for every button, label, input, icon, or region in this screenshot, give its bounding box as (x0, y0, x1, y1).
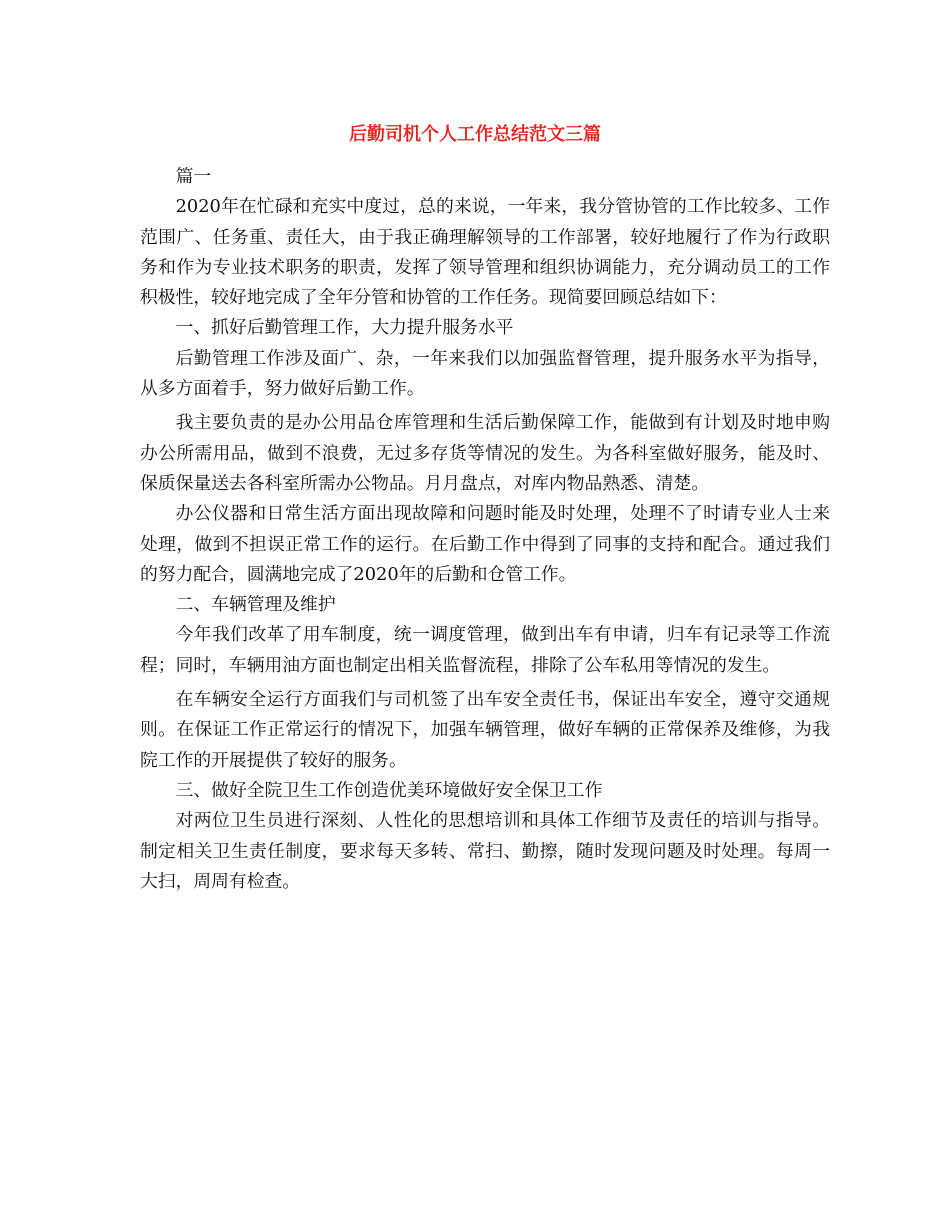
heading-sanitation-security: 三、做好全院卫生工作创造优美环境做好安全保卫工作 (175, 779, 603, 801)
document-title: 后勤司机个人工作总结范文三篇 (349, 124, 601, 145)
paragraph-office-supplies: 我主要负责的是办公用品仓库管理和生活后勤保障工作，能做到有计划及时地申购办公所需用品，做到不浪费，无过多存货等情况的发生。为各科室做好服务，能及时、保质保量送去各科室所需办公物品。月月盘点，对库内物品熟悉、清楚。 (140, 412, 830, 494)
paragraph-vehicle-policy: 今年我们改革了用车制度，统一调度管理，做到出车有申请，归车有记录等工作流程；同时，车辆用油方面也制定出相关监督流程，排除了公车私用等情况的发生。 (140, 624, 830, 676)
paragraph-equipment-repair: 办公仪器和日常生活方面出现故障和问题时能及时处理，处理不了时请专业人士来处理，做到不担误正常工作的运行。在后勤工作中得到了同事的支持和配合。通过我们的努力配合，圆满地完成了2020年的后勤和仓管工作。 (140, 503, 830, 585)
paragraph-sanitation: 对两位卫生员进行深刻、人性化的思想培训和具体工作细节及责任的培训与指导。制定相关卫生责任制度，要求每天多转、常扫、勤擦，随时发现问题及时处理。每周一大扫，周周有检查。 (140, 810, 830, 892)
document-body (140, 162, 830, 897)
paragraph-section-label: 篇一 (175, 166, 212, 187)
heading-logistics: 一、抓好后勤管理工作，大力提升服务水平 (175, 317, 514, 339)
heading-vehicles: 二、车辆管理及维护 (175, 594, 336, 616)
paragraph-intro: 2020年在忙碌和充实中度过，总的来说，一年来，我分管协管的工作比较多、工作范围广、任务重、责任大，由于我正确理解领导的工作部署，较好地履行了作为行政职务和作为专业技术职务的职责，发挥了领导管理和组织协调能力，充分调动员工的工作积极性，较好地完成了全年分管和协管的工作任务。现简要回顾总结如下： (140, 196, 830, 309)
paragraph-logistics-overview: 后勤管理工作涉及面广、杂，一年来我们以加强监督管理，提升服务水平为指导，从多方面着手，努力做好后勤工作。 (140, 347, 830, 400)
paragraph-vehicle-safety: 在车辆安全运行方面我们与司机签了出车安全责任书，保证出车安全，遵守交通规则。在保证工作正常运行的情况下，加强车辆管理，做好车辆的正常保养及维修，为我院工作的开展提供了较好的服务。 (140, 689, 830, 771)
